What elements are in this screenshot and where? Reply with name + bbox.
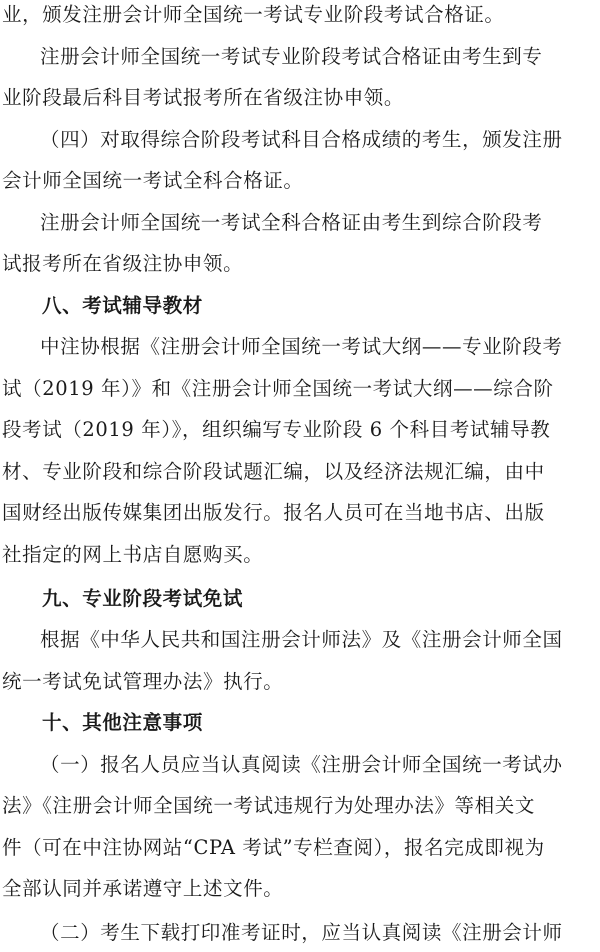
paragraph-line: 材、专业阶段和综合阶段试题汇编，以及经济法规汇编，由中 bbox=[2, 460, 545, 483]
paragraph-line: 会计师全国统一考试全科合格证。 bbox=[2, 169, 304, 192]
paragraph-line: 根据《中华人民共和国注册会计师法》及《注册会计师全国 bbox=[40, 628, 563, 651]
paragraph-line: 国财经出版传媒集团出版发行。报名人员可在当地书店、出版 bbox=[2, 501, 545, 524]
paragraph-line: （四）对取得综合阶段考试科目合格成绩的考生，颁发注册 bbox=[40, 128, 563, 151]
paragraph-line: 试（2019 年）》和《注册会计师全国统一考试大纲——综合阶 bbox=[2, 377, 554, 400]
paragraph-line: 段考试（2019 年）》，组织编写专业阶段 6 个科目考试辅导教 bbox=[2, 418, 551, 441]
paragraph-line: 业，颁发注册会计师全国统一考试专业阶段考试合格证。 bbox=[2, 3, 505, 26]
paragraph-line: 社指定的网上书店自愿购买。 bbox=[2, 543, 264, 566]
paragraph-line: 试报考所在省级注协申领。 bbox=[2, 252, 244, 275]
paragraph-line: 中注协根据《注册会计师全国统一考试大纲——专业阶段考 bbox=[40, 335, 563, 358]
paragraph-line: 注册会计师全国统一考试全科合格证由考生到综合阶段考 bbox=[40, 211, 543, 234]
paragraph-line: 业阶段最后科目考试报考所在省级注协申领。 bbox=[2, 86, 405, 109]
paragraph-line: 统一考试免试管理办法》执行。 bbox=[2, 670, 284, 693]
paragraph-line: 件（可在中注协网站“CPA 考试”专栏查阅），报名完成即视为 bbox=[2, 836, 545, 859]
section-heading: 十、其他注意事项 bbox=[42, 711, 203, 734]
section-heading: 九、专业阶段考试免试 bbox=[42, 587, 244, 610]
paragraph-line: 全部认同并承诺遵守上述文件。 bbox=[2, 877, 284, 900]
paragraph-line: 法》《注册会计师全国统一考试违规行为处理办法》等相关文 bbox=[2, 794, 535, 817]
section-heading: 八、考试辅导教材 bbox=[42, 294, 203, 317]
paragraph-line: （二）考生下载打印准考证时，应当认真阅读《注册会计师 bbox=[40, 921, 563, 944]
paragraph-line: （一）报名人员应当认真阅读《注册会计师全国统一考试办 bbox=[40, 753, 563, 776]
paragraph-line: 注册会计师全国统一考试专业阶段考试合格证由考生到专 bbox=[40, 45, 543, 68]
